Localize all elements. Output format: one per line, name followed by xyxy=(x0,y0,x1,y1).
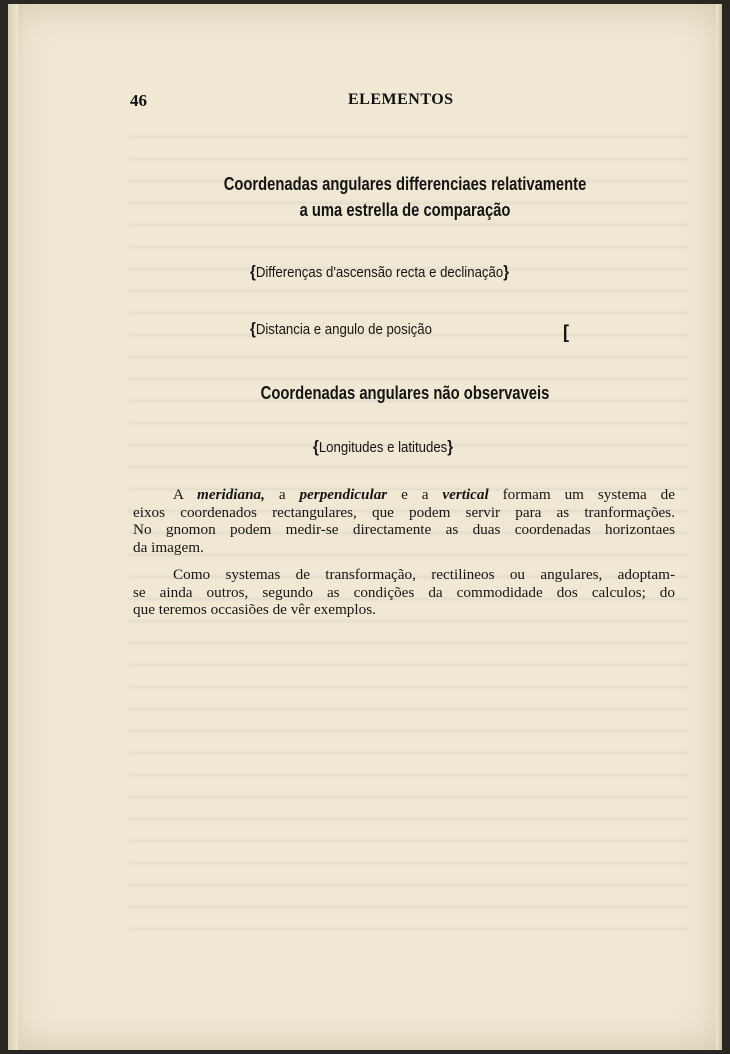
bracket-item-text: Longitudes e latitudes xyxy=(318,439,448,456)
paragraph-line xyxy=(133,566,675,584)
paragraph-axes xyxy=(133,486,675,556)
section-heading-unobservable: Coordenadas angulares não observaveis xyxy=(260,382,550,403)
paragraph-transformations xyxy=(133,566,675,619)
bracket-close-icon: } xyxy=(503,262,510,281)
paragraph-line: que teremos occasiões de vêr exemplos. xyxy=(133,601,376,618)
term-vertical: vertical xyxy=(442,486,489,503)
bracket-open-icon: { xyxy=(250,262,256,281)
text-run: formam um systema de xyxy=(488,486,675,503)
paragraph-line: se ainda outros, segundo as condições da commodidade dos calculos; do xyxy=(133,583,675,601)
text-run: a xyxy=(264,486,300,503)
running-title: ELEMENTOS xyxy=(348,91,454,108)
paragraph-line: da imagem. xyxy=(133,538,204,556)
text-run: Como systemas de transformação, rectilineos ou angulares, adoptam- xyxy=(173,566,675,583)
page-number: 46 xyxy=(130,91,147,110)
text-run: e a xyxy=(387,486,443,503)
bracket-item-text: Distancia e angulo de posição xyxy=(255,321,432,338)
page-edge-left xyxy=(8,4,18,1050)
text-run: A xyxy=(173,486,198,503)
bracket-item-text: Differenças d'ascensão recta e declinação xyxy=(255,264,504,281)
bracket-close-icon: } xyxy=(447,437,454,456)
paragraph-line xyxy=(133,486,675,504)
bracket-item-distance xyxy=(250,319,432,339)
term-perpendicular: perpendicular xyxy=(299,486,388,503)
bracket-open-icon: { xyxy=(250,319,256,338)
section-heading-line-2: a uma estrella de comparação xyxy=(299,200,511,220)
bracket-item-longitudes xyxy=(313,437,453,457)
page-header xyxy=(130,91,660,113)
term-meridiana: meridiana, xyxy=(197,486,265,503)
bracket-close-icon: [ xyxy=(563,322,569,342)
bracket-open-icon: { xyxy=(313,437,319,456)
paragraph-line: No gnomon podem medir-se directamente as duas coordenadas horizontaes xyxy=(133,521,675,538)
page-edge-right xyxy=(716,4,722,1050)
section-heading-line-1: Coordenadas angulares differenciaes relativamente xyxy=(223,174,587,194)
bracket-item-differences xyxy=(250,262,509,282)
paragraph-line: eixos coordenados rectangulares, que podem servir para as tranformações. xyxy=(133,503,675,521)
